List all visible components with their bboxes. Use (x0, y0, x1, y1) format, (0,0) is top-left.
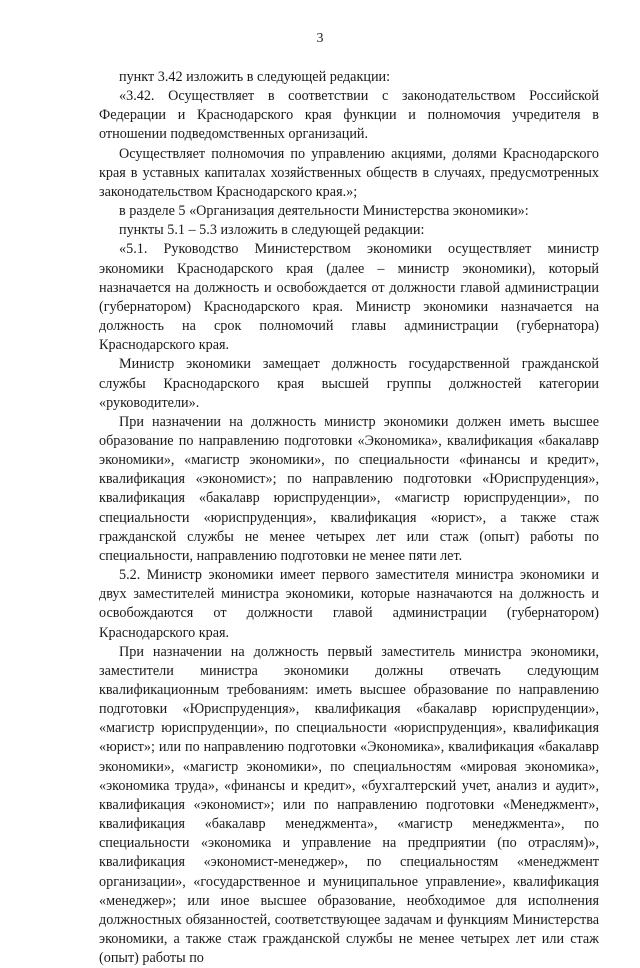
page-number: 3 (316, 31, 324, 46)
paragraph-5-1: «5.1. Руководство Министерством экономики осуществляет министр экономики Краснодарского края (далее – министр экономики), который назначается на должность и освобождается от должности главой администрации (губернатором) Краснодарского края. Министр экономики назначается на должность на срок полномочий главы администрации (губернатора) Краснодарского края. (99, 241, 599, 354)
paragraph-5-2: 5.2. Министр экономики имеет первого заместителя министра экономики и двух заместителей министра экономики, которые назначаются на должность и освобождаются от должности главой администрации (губернатором) Краснодарского края. (99, 567, 599, 641)
paragraph-deputy-qualifications: При назначении на должность первый заместитель министра экономики, заместители министра экономики должны отвечать следующим квалификационным требованиям: иметь высшее образование по направлению подготовки «Юриспруденция», квалификация «бакалавр юриспруденции», «магистр юриспруденции», по специальности «юриспруденция», квалификация «юрист»; или по направлению подготовки «Экономика», квалификация «бакалавр экономики», «магистр экономики», по специальностям «мировая экономика», «экономика труда», «финансы и кредит», «бухгалтерский учет, анализ и аудит», квалификация «экономист»; или по направлению подготовки «Менеджмент», квалификация «бакалавр менеджмента», «магистр менеджмента», по специальности «экономика и управление на предприятии (по отраслям)», квалификация «экономист-менеджер», по специальностям «менеджмент организации», «государственное и муниципальное управление», квалификация «менеджер»; или иное высшее образование, необходимое для исполнения должностных обязанностей, соответствующее задачам и функциям Министерства экономики, а также стаж гражданской службы не менее четырех лет или стаж (опыт) работы по (99, 643, 599, 967)
paragraph-intro: пункт 3.42 изложить в следующей редакции: (119, 69, 391, 85)
paragraph-minister-qualifications: При назначении на должность министр экономики должен иметь высшее образование по направлению подготовки «Экономика», квалификация «бакалавр экономики», «магистр экономики», по специальности «финансы и кредит», квалификация «экономист»; по направлению подготовки «Юриспруденция», квалификация «бакалавр юриспруденции», «магистр юриспруденции», по специальности «юриспруденция», квалификация «юрист», а также стаж гражданской службы не менее четырех лет или стаж (опыт) работы по специальности, направлению подготовки не менее пяти лет. (99, 413, 599, 564)
paragraph-shares-powers: Осуществляет полномочия по управлению акциями, долями Краснодарского края в уставных капиталах хозяйственных обществ в случаях, предусмотренных законодательством Краснодарского края.»; (99, 145, 599, 200)
paragraph-3-42: «3.42. Осуществляет в соответствии с законодательством Российской Федерации и Краснодарского края функции и полномочия учредителя в отношении подведомственных организаций. (99, 88, 599, 143)
document-body (99, 68, 599, 968)
paragraph-minister-position: Министр экономики замещает должность государственной гражданской службы Краснодарского края высшей группы должностей категории «руководители». (99, 356, 599, 411)
paragraph-section-5: в разделе 5 «Организация деятельности Министерства экономики»: (119, 203, 529, 220)
paragraph-points-5-1-5-3: пункты 5.1 – 5.3 изложить в следующей редакции: (119, 222, 425, 239)
